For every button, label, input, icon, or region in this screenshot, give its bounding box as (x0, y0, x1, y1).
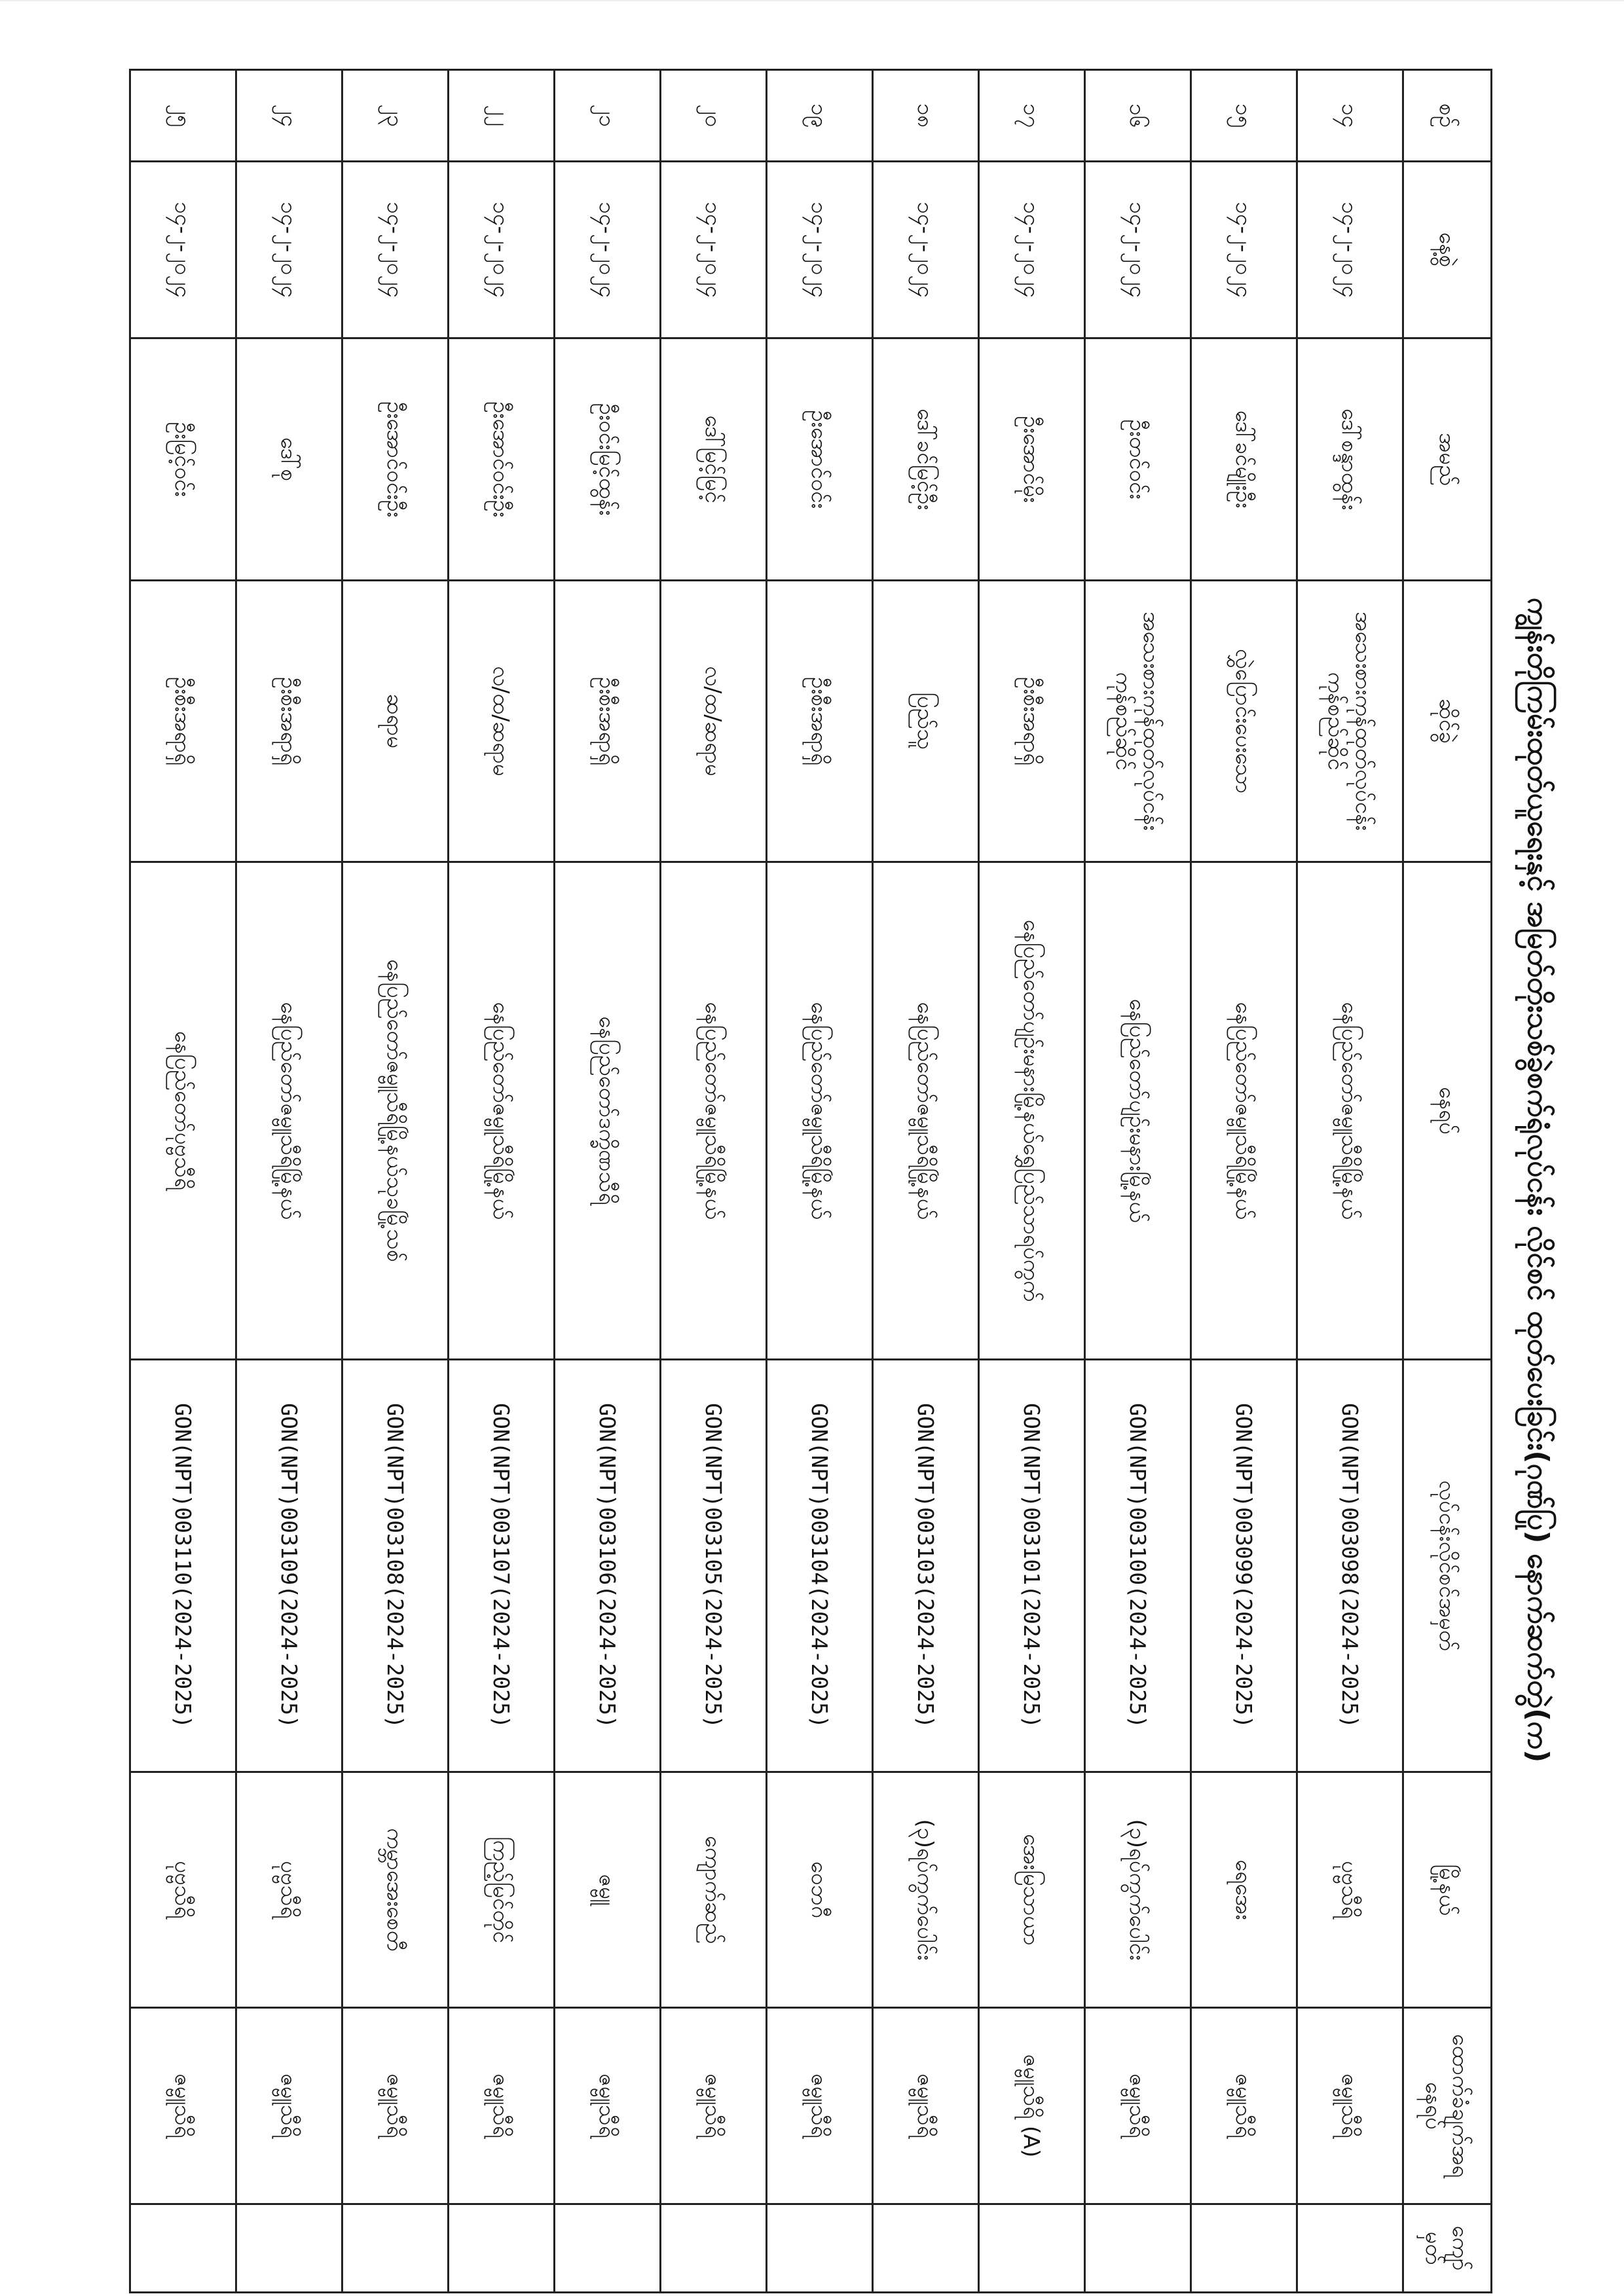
cell-no: ၂၀ (661, 70, 767, 162)
cell-address: နေပြည်တော်ဇမ္ဗူသီရိမြို့နယ် (1191, 862, 1297, 1360)
cell-branch: လ/ထ/ဆရာမ (661, 581, 767, 862)
cell-township: ကျောက်ဆည် (661, 1772, 767, 2008)
cell-license: GON(NPT)003100(2024-2025) (1085, 1360, 1191, 1772)
cell-no: ၁၇ (979, 70, 1085, 162)
cell-name: ဦးဝင်းမြင့်ထွန်း (555, 338, 661, 581)
header-no: စဉ် (1403, 70, 1492, 162)
cell-township: ကြည့်မြင်တိုင် (449, 1772, 555, 2008)
table-row (236, 70, 342, 2293)
cell-no: ၂၄ (236, 70, 342, 162)
rotated-landscape-content (157, 69, 1568, 2291)
cell-name: ဒေါ်စန္ဒာထွန်း (1297, 338, 1403, 581)
cell-township: (၃)ရပ်ကွက်ပေါင်း (1085, 1772, 1191, 2008)
cell-address: နေပြည်တော်ပျဉ်းမနားမြို့နယ် (1085, 862, 1191, 1360)
document-title: ကျွန်းတိုကြမ်းထုတ်ယူရေးနှင့် အမြတ်တိုးသစ်ခွဲစက်ရုံလုပ်ငန်း လိုင်စင် ထုတ်ပေးခြင်း(ဂုဏ်ပြု) နောက်ဆက်တွဲ(က) (1521, 597, 1555, 1763)
cell-remark (130, 2204, 236, 2293)
cell-recommend: ဇမ္ဗူသီရိ (449, 2008, 555, 2204)
cell-date: ၁၄-၂-၂၀၂၄ (130, 162, 236, 338)
cell-date: ၁၄-၂-၂၀၂၄ (449, 162, 555, 338)
cell-license: GON(NPT)003101(2024-2025) (979, 1360, 1085, 1772)
cell-branch: အသေးစားကုန်ထုတ်လုပ်ငန်း ကုန်စည်ဆိုင် (1085, 581, 1191, 862)
cell-remark (979, 2204, 1085, 2293)
cell-recommend: ဇမ္ဗူသီရိ (1297, 2008, 1403, 2204)
cell-name: ဒေါ်ခင်မျိုးဦး (1191, 338, 1297, 581)
cell-name: ဦးမြင့်ဝင်း (130, 338, 236, 581)
cell-date: ၁၄-၂-၂၀၂၄ (661, 162, 767, 338)
cell-address: နေပြည်တော်ဇမ္ဗူသီရိမြို့နယ် (873, 862, 979, 1360)
cell-name: ဦးတင်ဝင်း (1085, 338, 1191, 581)
cell-address: နေပြည်တော်ပုဗ္ဗသီရိ (130, 862, 236, 1360)
cell-address: နေပြည်တော်ဇမ္ဗူသီရိမြို့နယ် (661, 862, 767, 1360)
cell-remark (342, 2204, 449, 2293)
cell-recommend: ဇမ္ဗူသီရိ (130, 2008, 236, 2204)
cell-remark (873, 2204, 979, 2293)
header-remark: ကျော် မှတ် (1403, 2204, 1492, 2293)
cell-township: ဇမ္ဗူ (555, 1772, 661, 2008)
cell-township: ပုဗ္ဗသီရိ (236, 1772, 342, 2008)
header-name: အမည် (1403, 338, 1492, 581)
cell-license: GON(NPT)003107(2024-2025) (449, 1360, 555, 1772)
cell-township: (၃)ရပ်ကွက်ပေါင်း (873, 1772, 979, 2008)
cell-license: GON(NPT)003108(2024-2025) (342, 1360, 449, 1772)
cell-recommend: ဇမ္ဗူသီရိ (236, 2008, 342, 2204)
cell-remark (449, 2204, 555, 2293)
cell-recommend: ဇမ္ဗူသီရိ (1191, 2008, 1297, 2204)
cell-branch: လ/ထ/ဆရာမ (449, 581, 555, 862)
cell-date: ၁၄-၂-၂၀၂၄ (873, 162, 979, 338)
header-recommend: ထောက်ခံချက်အရ နေရပ် (1403, 2008, 1492, 2204)
cell-recommend: ဇမ္ဗူသီရိ (555, 2008, 661, 2204)
cell-branch: ဆရာမ (342, 581, 449, 862)
cell-branch: ပြည်သူ (873, 581, 979, 862)
cell-date: ၁၄-၂-၂၀၂၄ (979, 162, 1085, 338)
cell-branch: အသေးစားကုန်ထုတ်လုပ်ငန်း ကုန်စည်ဆိုင် (1297, 581, 1403, 862)
cell-date: ၁၄-၂-၂၀၂၄ (767, 162, 873, 338)
cell-no: ၁၅ (1191, 70, 1297, 162)
cell-license: GON(NPT)003106(2024-2025) (555, 1360, 661, 1772)
table-row (449, 70, 555, 2293)
cell-recommend: ဇမ္ဗူသီရိ (873, 2008, 979, 2204)
cell-township: ဝေဘဂီ (767, 1772, 873, 2008)
cell-no: ၂၂ (449, 70, 555, 162)
cell-name: ဦးအောင်ဝင်းဦး (449, 338, 555, 581)
cell-address: နေပြည်တော်ဇမ္ဗူသီရိမြို့နယ် (767, 862, 873, 1360)
cell-remark (555, 2204, 661, 2293)
cell-branch: ဦးစီးအရာရှိ (555, 581, 661, 862)
header-license: လုပ်ငန်းလိုင်စင်အမှတ် (1403, 1360, 1492, 1772)
cell-name: ဦးအောင်ဝင်း (767, 338, 873, 581)
cell-address: နေပြည်တော်ပျဉ်းမနားမြို့နယ်ရွှေပြည်သာရပ်ကွက် (979, 862, 1085, 1360)
cell-license: GON(NPT)003110(2024-2025) (130, 1360, 236, 1772)
cell-recommend: ဇမ္ဗူသီရိ (661, 2008, 767, 2204)
cell-date: ၁၄-၂-၂၀၂၄ (236, 162, 342, 338)
cell-remark (767, 2204, 873, 2293)
cell-branch: ဦးစီးအရာရှိ (979, 581, 1085, 862)
cell-no: ၂၃ (342, 70, 449, 162)
cell-no: ၁၈ (873, 70, 979, 162)
cell-recommend: ဇမ္ဗူသီရိ (342, 2008, 449, 2204)
header-branch: ဆိုင်ခွဲ (1403, 581, 1492, 862)
license-table (129, 69, 1492, 2293)
cell-date: ၁၄-၂-၂၀၂၄ (1191, 162, 1297, 338)
cell-address: နေပြည်တော်ဇမ္ဗူသီရိမြို့နယ် (449, 862, 555, 1360)
cell-name: ဒေါ်မြင့်မြင့် (661, 338, 767, 581)
cell-no: ၁၆ (1085, 70, 1191, 162)
table-row (1191, 70, 1297, 2293)
cell-address: နေပြည်တော်ဇမ္ဗူသီရိမြို့နယ် (1297, 862, 1403, 1360)
cell-remark (1297, 2204, 1403, 2293)
cell-name: ဒေါ်စု (236, 338, 342, 581)
cell-address: နေပြည်တော်ဒက္ခိဏသီရိ (555, 862, 661, 1360)
cell-branch: ဦးစီးအရာရှိ (767, 581, 873, 862)
table-row (555, 70, 661, 2293)
cell-name: ဦးအောင်မိုး (979, 338, 1085, 581)
cell-no: ၁၄ (1297, 70, 1403, 162)
table-row (130, 70, 236, 2293)
cell-branch: လွှဲပြောင်းပေးသော (1191, 581, 1297, 862)
table-row (767, 70, 873, 2293)
cell-remark (236, 2204, 342, 2293)
cell-license: GON(NPT)003103(2024-2025) (873, 1360, 979, 1772)
table-header-row (1403, 70, 1492, 2293)
cell-license: GON(NPT)003104(2024-2025) (767, 1360, 873, 1772)
cell-recommend: ဇမ္ဗူသီရိ (767, 2008, 873, 2204)
cell-date: ၁၄-၂-၂၀၂၄ (1085, 162, 1191, 338)
cell-township: ပုဗ္ဗသီရိ (130, 1772, 236, 2008)
cell-date: ၁၄-၂-၂၀၂၄ (1297, 162, 1403, 338)
cell-license: GON(NPT)003099(2024-2025) (1191, 1360, 1297, 1772)
top-edge (0, 0, 1624, 1)
cell-no: ၂၅ (130, 70, 236, 162)
cell-license: GON(NPT)003105(2024-2025) (661, 1360, 767, 1772)
cell-name: ဦးအောင်ဝင်းဦး (342, 338, 449, 581)
cell-license: GON(NPT)003098(2024-2025) (1297, 1360, 1403, 1772)
cell-township: ကမ္ဘာအေးစေတီ (342, 1772, 449, 2008)
cell-branch: ဦးစီးအရာရှိ (130, 581, 236, 862)
cell-township: အေးမြသာယာ (979, 1772, 1085, 2008)
cell-address: နေပြည်တော်ဇမ္ဗူသီရိမြို့နယ်သုခမြို့သစ် (342, 862, 449, 1360)
cell-date: ၁၄-၂-၂၀၂၄ (342, 162, 449, 338)
cell-name: ဒေါ်ခင်မြင့်ဦး (873, 338, 979, 581)
cell-township: ရေအေး (1191, 1772, 1297, 2008)
cell-remark (661, 2204, 767, 2293)
table-row (1085, 70, 1191, 2293)
table-row (1297, 70, 1403, 2293)
cell-branch: ဦးစီးအရာရှိ (236, 581, 342, 862)
cell-date: ၁၄-၂-၂၀၂၄ (555, 162, 661, 338)
cell-license: GON(NPT)003109(2024-2025) (236, 1360, 342, 1772)
header-date: နေ့စွဲ (1403, 162, 1492, 338)
cell-remark (1085, 2204, 1191, 2293)
header-address: နေရပ် (1403, 862, 1492, 1360)
cell-no: ၂၁ (555, 70, 661, 162)
cell-recommend: ဇမ္ဗူသီရိ (A) (979, 2008, 1085, 2204)
table-row (979, 70, 1085, 2293)
cell-recommend: ဇမ္ဗူသီရိ (1085, 2008, 1191, 2204)
table-row (661, 70, 767, 2293)
cell-township: ပုဗ္ဗသီရိ (1297, 1772, 1403, 2008)
cell-remark (1191, 2204, 1297, 2293)
table-row (342, 70, 449, 2293)
table-row (873, 70, 979, 2293)
cell-no: ၁၉ (767, 70, 873, 162)
header-township: မြို့နယ် (1403, 1772, 1492, 2008)
cell-address: နေပြည်တော်ဇမ္ဗူသီရိမြို့နယ် (236, 862, 342, 1360)
